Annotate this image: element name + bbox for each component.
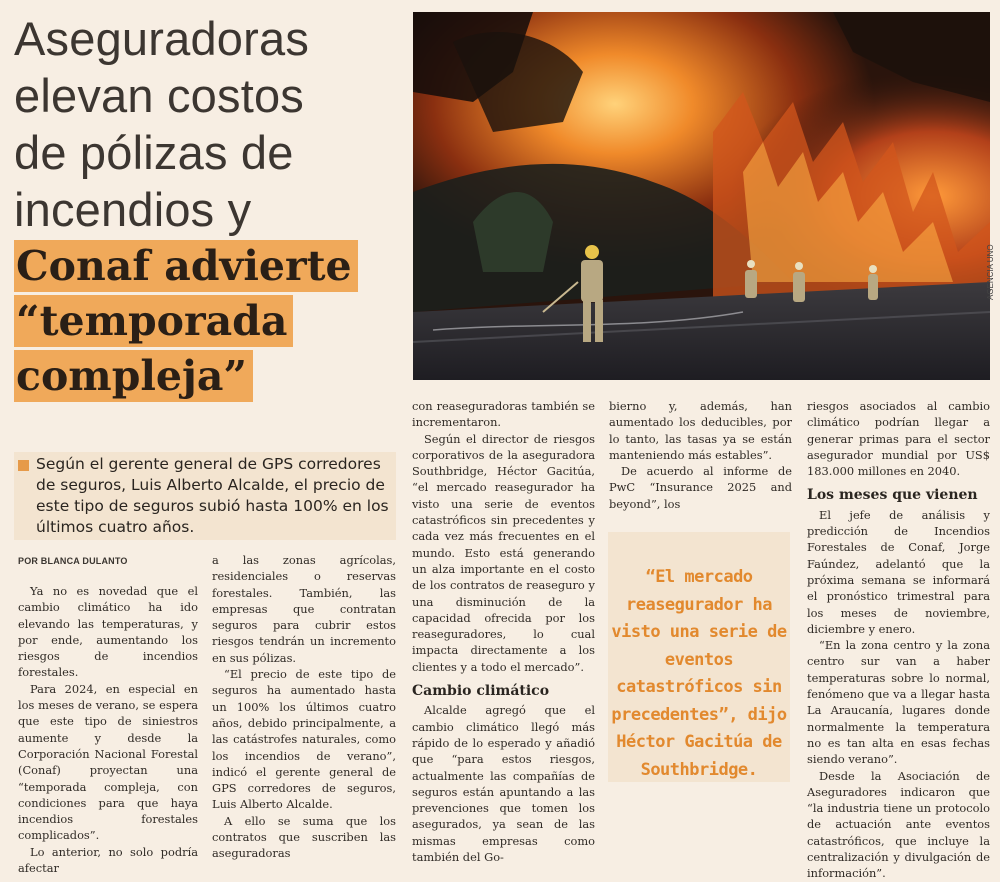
pull-quote: “El mercado reasegurador ha visto una serie de eventos catastróficos sin precedentes”, dijo Héctor Gacitúa de Southbridge. — [611, 567, 787, 780]
paragraph: “En la zona centro y la zona centro sur van a haber temperaturas sobre lo normal, fenómeno que va a llegar hasta La Araucanía, lugares donde normalmente la temperatura no es tan alta en esas fechas siendo verano”. — [807, 638, 990, 767]
column-2 — [212, 552, 396, 862]
headline-line: incendios y — [14, 183, 252, 236]
column-3 — [412, 398, 595, 865]
paragraph: Desde la Asociación de Aseguradores indicaron que “la industria tiene un protocolo de actuación ante eventos catastróficos, que incluye la centralización y divulgación de información”. — [807, 768, 990, 881]
headline-bold-line: “temporada — [14, 295, 293, 347]
pull-quote-box — [608, 532, 790, 782]
lead-box — [14, 452, 396, 540]
paragraph: Para 2024, en especial en los meses de verano, se espera que este tipo de siniestros aumente y desde la Corporación Nacional Forestal (Conaf) proyectan una “temporada compleja, con condiciones para que haya incendios forestales complicados”. — [18, 681, 198, 843]
headline-line: Aseguradoras — [14, 12, 310, 65]
headline-bold — [14, 240, 404, 405]
photo-credit: AGENCIA UNO — [986, 244, 995, 300]
headline-line: de pólizas de — [14, 126, 294, 179]
paragraph: De acuerdo al informe de PwC “Insurance 2025 and beyond”, los — [609, 464, 792, 511]
headline-line: elevan costos — [14, 69, 304, 122]
column-5 — [807, 398, 990, 882]
paragraph: bierno y, además, han aumentado los deducibles, por lo tanto, las tasas ya se están manteniendo más estables”. — [609, 399, 792, 462]
headline — [14, 10, 404, 405]
subheading-cambio-climatico: Cambio climático — [412, 683, 550, 700]
bullet-square-icon — [18, 460, 29, 471]
column-4 — [609, 398, 792, 512]
paragraph: El jefe de análisis y predicción de Incendios Forestales de Conaf, Jorge Faúndez, adelantó que la próxima semana se informará el pronóstico trimestral para los meses de noviembre, diciembre y enero. — [807, 507, 990, 636]
wildfire-photo — [413, 12, 990, 380]
paragraph: Alcalde agregó que el cambio climático llegó más rápido de lo esperado y añadió que “para estos riesgos, actualmente las compañías de seguros están apuntando a las prevenciones que tomen los asegurados, ya sean de las mismas empresas como también del Go- — [412, 703, 595, 865]
paragraph: Ya no es novedad que el cambio climático ha ido elevando las temperaturas, y por ende, aumentando los riesgos de incendios forestales. — [18, 584, 198, 680]
paragraph: riesgos asociados al cambio climático podrían llegar a generar primas para el sector asegurador mundial por US$ 183.000 millones en 2040. — [807, 399, 990, 479]
headline-bold-line: compleja” — [14, 350, 253, 402]
byline: POR BLANCA DULANTO — [18, 556, 128, 566]
paragraph: A ello se suma que los contratos que suscriben las aseguradoras — [212, 813, 396, 861]
lead-text: Según el gerente general de GPS corredores de seguros, Luis Alberto Alcalde, el precio de este tipo de seguros subió hasta 100% en los últimos cuatro años. — [36, 455, 389, 536]
subheading-los-meses-que-vienen: Los meses que vienen — [807, 487, 978, 504]
paragraph: a las zonas agrícolas, residenciales o reservas forestales. También, las empresas que contratan seguros para cubrir estos riesgos tendrán un incremento en sus pólizas. — [212, 553, 396, 665]
paragraph: con reaseguradoras también se incrementaron. — [412, 399, 595, 430]
paragraph: “El precio de este tipo de seguros ha aumentado hasta un 100% los últimos cuatro años, debido principalmente, a las catástrofes naturales, como los incendios de verano”, indicó el gerente general de GPS corredores de seguros, Luis Alberto Alcalde. — [212, 667, 396, 812]
paragraph: Lo anterior, no solo podría afectar — [18, 844, 198, 876]
paragraph: Según el director de riesgos corporativos de la aseguradora Southbridge, Héctor Gacitúa, “el mercado reasegurador ha visto una serie de eventos catastróficos sin precedentes y cada vez más frecuentes en el mundo. Esto está generando un alza importante en el costo de los contratos de reaseguro y una disminución de la capacidad ofrecida por los reaseguradores, lo cual impacta directamente a los clientes y a todo el mercado”. — [412, 431, 595, 674]
headline-light — [14, 10, 404, 238]
headline-bold-line: Conaf advierte — [14, 240, 358, 292]
column-1 — [18, 583, 198, 876]
